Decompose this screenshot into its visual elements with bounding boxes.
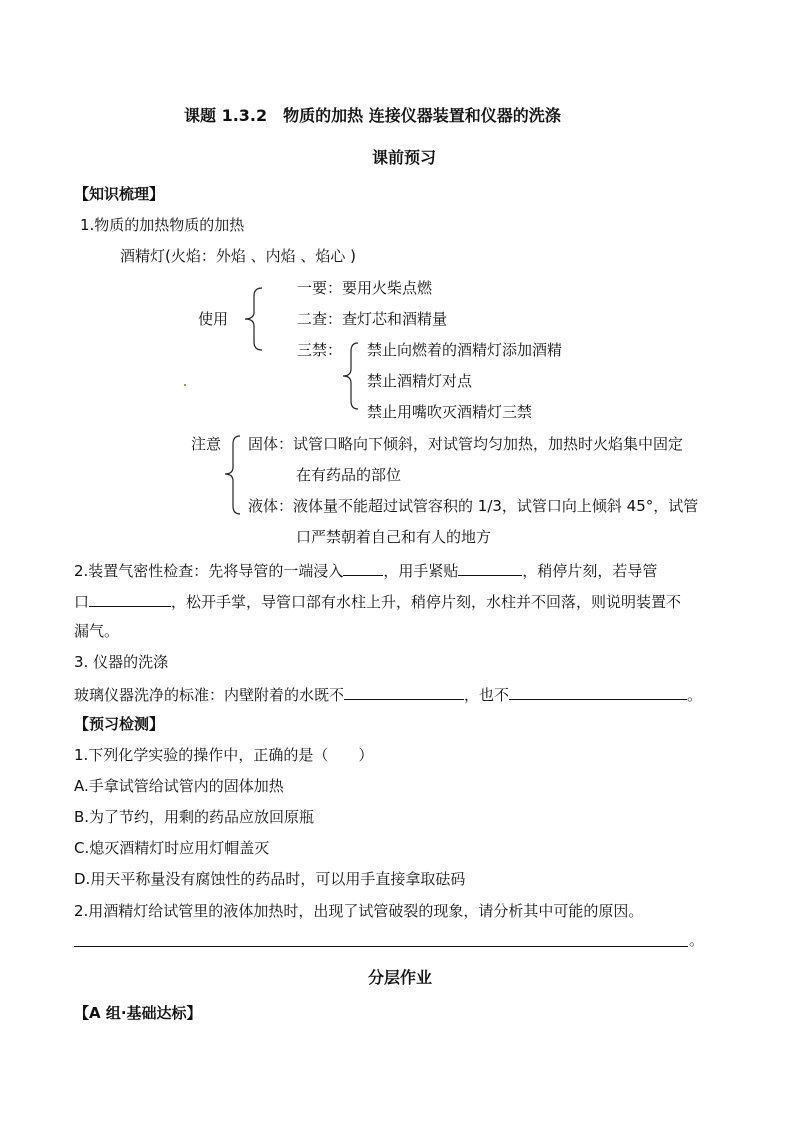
item2-text-b: ，用手紧贴 — [383, 562, 459, 580]
alcohol-lamp-line: 酒精灯(火焰：外焰 、内焰 、焰心 ) — [120, 247, 357, 265]
item2-line-1 — [74, 559, 657, 581]
answer-line[interactable] — [74, 946, 688, 947]
section-heading-preview: 课前预习 — [372, 148, 437, 167]
blank-4[interactable] — [344, 683, 464, 700]
use-item-1: 一要：要用火柴点燃 — [297, 279, 433, 297]
blank-5[interactable] — [509, 683, 687, 700]
ban-item-2: 禁止酒精灯对点 — [367, 372, 473, 390]
use-brace-icon — [242, 286, 264, 352]
item1-heading: 1.物质的加热物质的加热 — [80, 216, 245, 234]
item2-text-d: 口 — [74, 593, 90, 611]
stray-dot — [184, 384, 186, 386]
section-heading-homework: 分层作业 — [368, 968, 433, 987]
document-title: 课题 1.3.2 物质的加热 连接仪器装置和仪器的洗涤 — [184, 106, 561, 125]
question-1: 1.下列化学实验的操作中，正确的是（ ） — [74, 746, 374, 764]
knowledge-header: 【知识梳理】 — [74, 185, 165, 203]
item3-heading: 3. 仪器的洗涤 — [74, 653, 169, 671]
item2-line-3: 漏气。 — [74, 622, 120, 640]
item2-text-c: ，稍停片刻，若导管 — [522, 562, 658, 580]
option-a: A.手拿试管给试管内的固体加热 — [74, 777, 284, 795]
check-header: 【预习检测】 — [74, 715, 165, 733]
use-item-3: 三禁： — [297, 341, 343, 359]
item3-line — [74, 683, 702, 705]
liquid-line-2: 口严禁朝着自己和有人的地方 — [296, 528, 492, 546]
liquid-line-1: 液体：液体量不能超过试管容积的 1/3，试管口向上倾斜 45°，试管 — [248, 497, 699, 515]
solid-line-2: 在有药品的部位 — [296, 466, 402, 484]
item2-text-e: ，松开手掌，导管口部有水柱上升，稍停片刻，水柱并不回落，则说明装置不 — [171, 593, 682, 611]
option-d: D.用天平称量没有腐蚀性的药品时，可以用手直接拿取砝码 — [74, 870, 466, 888]
solid-line-1: 固体：试管口略向下倾斜，对试管均匀加热，加热时火焰集中固定 — [248, 435, 684, 453]
blank-3[interactable] — [89, 590, 171, 607]
option-b: B.为了节约，用剩的药品应放回原瓶 — [74, 808, 315, 826]
use-label: 使用 — [198, 310, 229, 328]
group-a-header: 【A 组·基础达标】 — [74, 1004, 202, 1022]
blank-1[interactable] — [343, 559, 383, 576]
note-brace-icon — [222, 434, 242, 516]
ban-item-1: 禁止向燃着的酒精灯添加酒精 — [367, 341, 563, 359]
item3-text-b: ，也不 — [464, 686, 510, 704]
item3-text-a: 玻璃仪器洗净的标准：内壁附着的水既不 — [74, 686, 345, 704]
blank-2[interactable] — [458, 559, 522, 576]
option-c: C.熄灭酒精灯时应用灯帽盖灭 — [74, 839, 270, 857]
item3-text-c: 。 — [687, 686, 703, 704]
item2-text-a: 2.装置气密性检查：先将导管的一端浸入 — [74, 562, 344, 580]
question-2: 2.用酒精灯给试管里的液体加热时，出现了试管破裂的现象，请分析其中可能的原因。 — [74, 902, 644, 920]
answer-line-end: 。 — [689, 931, 705, 949]
item2-line-2 — [74, 590, 681, 612]
ban-brace-icon — [340, 341, 360, 411]
ban-item-3: 禁止用嘴吹灭酒精灯三禁 — [367, 403, 533, 421]
note-label: 注意 — [191, 435, 222, 453]
use-item-2: 二查：查灯芯和酒精量 — [297, 310, 448, 328]
